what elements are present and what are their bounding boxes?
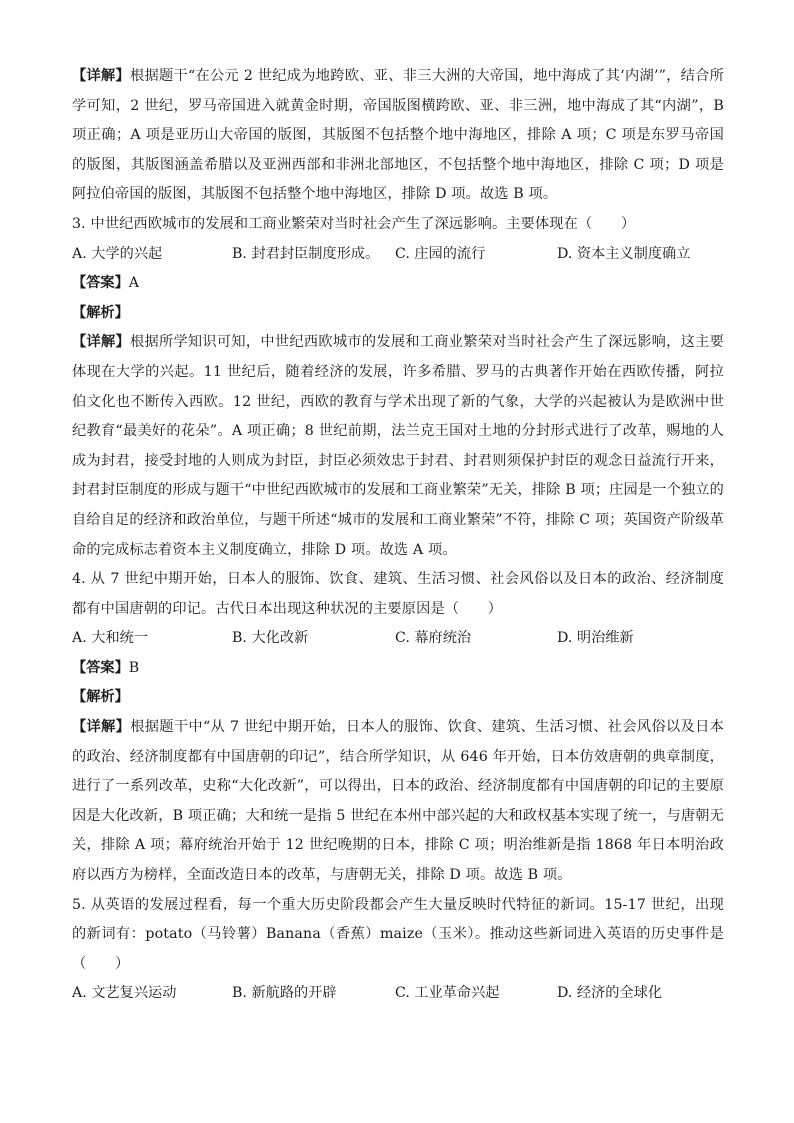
q3-answer <box>72 269 724 299</box>
q5-option-b: B. 新航路的开辟 <box>232 985 337 1002</box>
detail-text: 根据所学知识可知，中世纪西欧城市的发展和工商业繁荣对当时社会产生了深远影响，这主要体现在大学的兴起。11 世纪后，随着经济的发展，许多希腊、罗马的古典著作开始在西欧传播，阿拉伯文化也不断传入西欧。12 世纪，西欧的教育与学术出现了新的气象，大学的兴起被认为是欧洲中世纪教育“最美好的花朵”。A 项正确；8 世纪前期，法兰克王国对土地的分封形式进行了改革，赐地的人成为封君，接受封地的人则成为封臣，封臣必须效忠于封君、封君则须保护封臣的观念日益流行开来，封君封臣制度的形成与题干“中世纪西欧城市的发展和工商业繁荣”无关，排除 B 项；庄园是一个独立的自给自足的经济和政治单位，与题干所述“城市的发展和工商业繁荣”不符，排除 C 项；英国资产阶级革命的完成标志着资本主义制度确立，排除 D 项。故选 A 项。 <box>72 334 724 558</box>
answer-value: A <box>128 275 140 292</box>
detail-label: 【详解】 <box>72 334 130 351</box>
detail-text: 根据题干“在公元 2 世纪成为地跨欧、亚、非三大洲的大帝国，地中海成了其‘内湖’”，结合所学可知，2 世纪，罗马帝国进入就黄金时期，帝国版图横跨欧、亚、非三洲，地中海成了其“内湖”，B 项正确；A 项是亚历山大帝国的版图，其版图不包括整个地中海地区，排除 A 项；C 项是东罗马帝国的版图，其版图涵盖希腊以及亚洲西部和非洲北部地区，不包括整个地中海地区，排除 C 项；D 项是阿拉伯帝国的版图，其版图不包括整个地中海地区，排除 D 项。故选 B 项。 <box>72 68 724 203</box>
q3-detail <box>72 328 724 565</box>
q5-option-a: A. 文艺复兴运动 <box>72 985 177 1002</box>
answer-label: 【答案】 <box>72 659 129 676</box>
q4-options <box>72 624 724 654</box>
detail-label: 【详解】 <box>72 719 131 736</box>
q4-stem: 4. 从 7 世纪中期开始，日本人的服饰、饮食、建筑、生活习惯、社会风俗以及日本的政治、经济制度都有中国唐朝的印记。古代日本出现这种状况的主要原因是（ ） <box>72 571 724 617</box>
q3-option-c: C. 庄园的流行 <box>395 245 486 262</box>
q5-option-c: C. 工业革命兴起 <box>395 985 500 1002</box>
q2-detail <box>72 62 724 210</box>
q3-option-a: A. 大学的兴起 <box>72 245 163 262</box>
q3-option-d: D. 资本主义制度确立 <box>557 245 691 262</box>
q3-stem: 3. 中世纪西欧城市的发展和工商业繁荣对当时社会产生了深远影响。主要体现在（ ） <box>72 215 636 232</box>
detail-label: 【详解】 <box>72 68 130 84</box>
q3-analysis-label: 【解析】 <box>72 304 129 321</box>
detail-text: 根据题干中“从 7 世纪中期开始，日本人的服饰、饮食、建筑、生活习惯、社会风俗以及日本的政治、经济制度都有中国唐朝的印记”，结合所学知识，从 646 年开始，日本仿效唐朝的典章制度，进行了一系列改革，史称“大化改新”，可以得出，日本的政治、经济制度都有中国唐朝的印记的主要原因是大化改新，B 项正确；大和统一是指 5 世纪在本州中部兴起的大和政权基本实现了统一，与唐朝无关，排除 A 项；幕府统治开始于 12 世纪晚期的日本，排除 C 项；明治维新是指 1868 年日本明治政府以西方为榜样，全面改造日本的改革，与唐朝无关，排除 D 项。故选 B 项。 <box>72 719 724 884</box>
q4-analysis-label: 【解析】 <box>72 689 129 706</box>
q4-answer <box>72 654 724 684</box>
answer-label: 【答案】 <box>72 275 129 292</box>
q3-options <box>72 240 724 270</box>
q4-option-c: C. 幕府统治 <box>395 630 472 647</box>
q5-options <box>72 979 724 1009</box>
q4-option-d: D. 明治维新 <box>557 630 634 647</box>
document-page <box>72 62 724 1009</box>
q4-option-a: A. 大和统一 <box>72 630 149 647</box>
answer-value: B <box>128 659 140 676</box>
q3-option-b: B. 封君封臣制度形成。 <box>232 245 380 262</box>
q5-stem: 5. 从英语的发展过程看，每一个重大历史阶段都会产生大量反映时代特征的新词。15-17 世纪，出现的新词有：potato（马铃薯）Banana（香蕉）maize（玉米）。推动这些新词进入英语的历史事件是（ ） <box>72 896 724 972</box>
q4-option-b: B. 大化改新 <box>232 630 309 647</box>
q5-option-d: D. 经济的全球化 <box>557 985 663 1002</box>
q4-detail <box>72 713 724 891</box>
